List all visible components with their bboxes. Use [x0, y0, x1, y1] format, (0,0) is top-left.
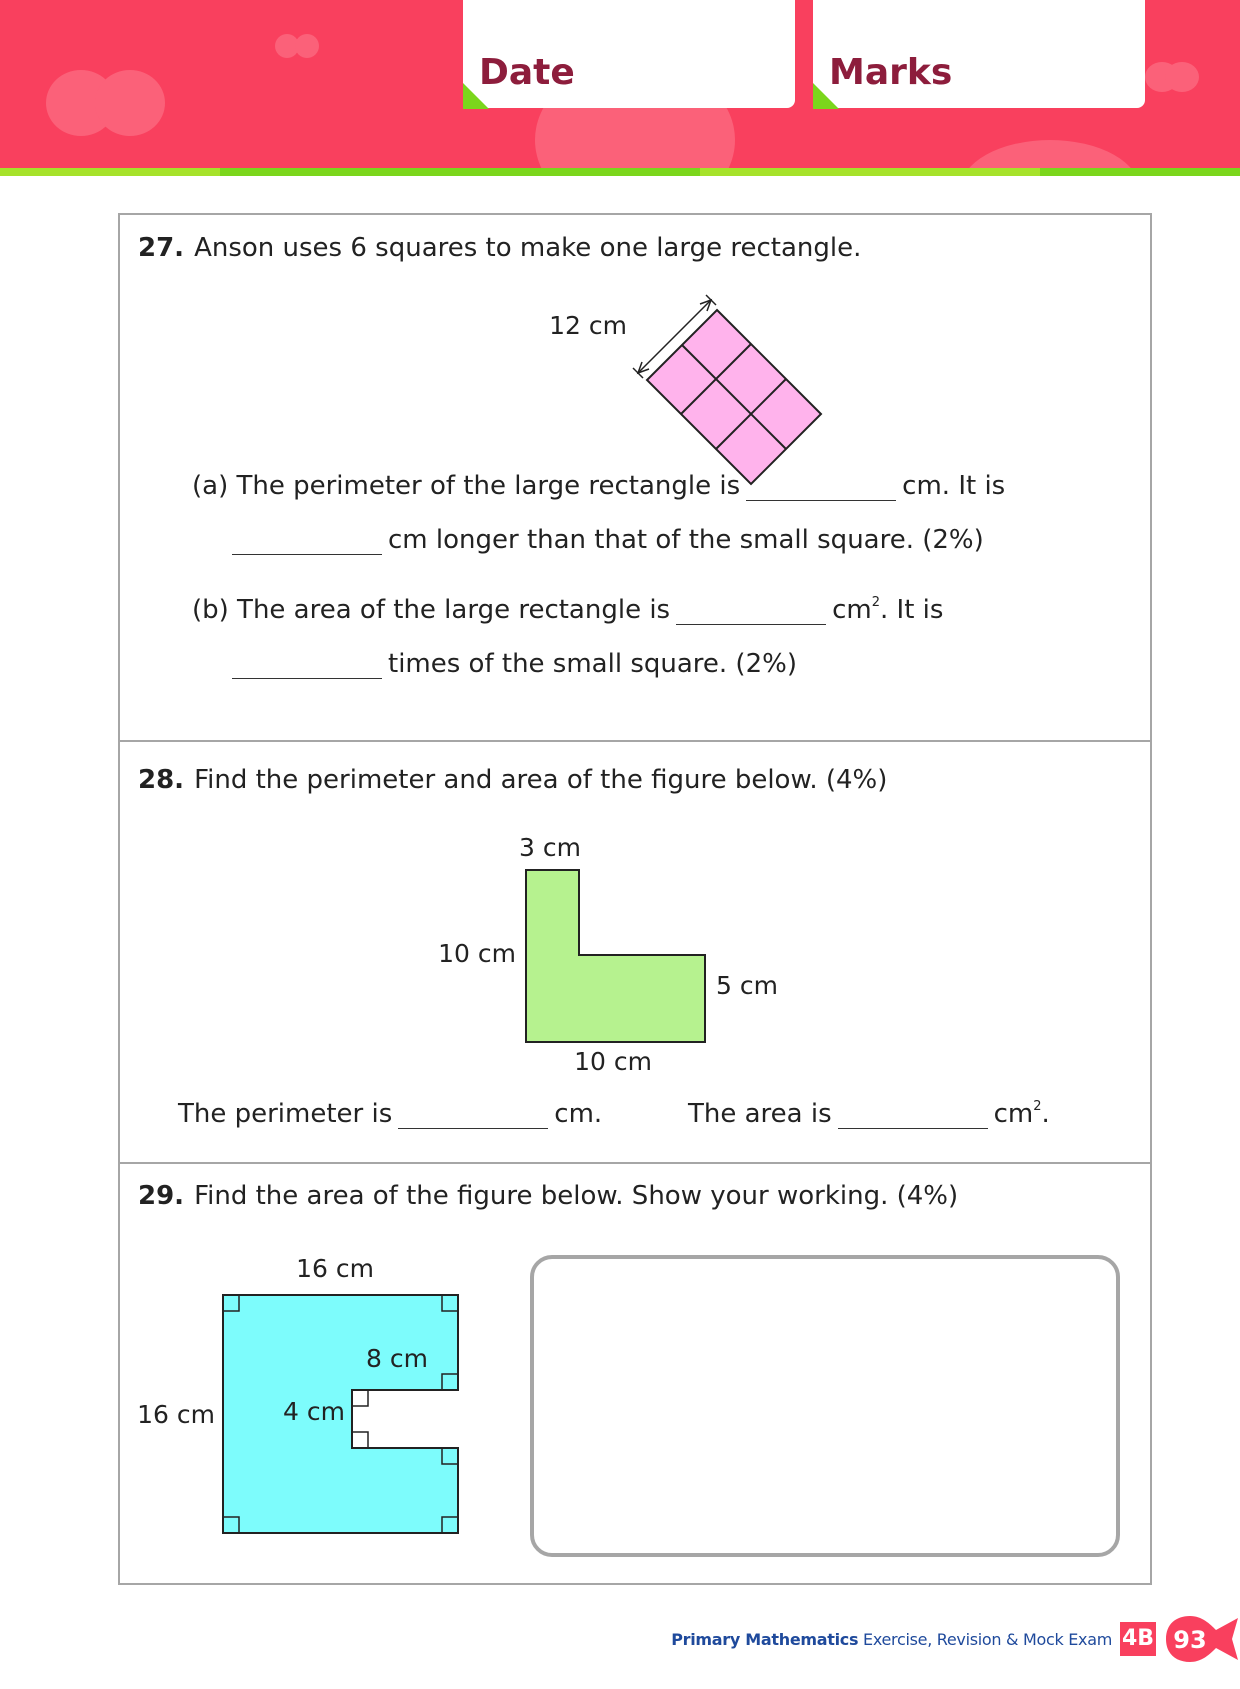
q27b-line1: [192, 595, 943, 625]
q29-prompt: [138, 1181, 958, 1211]
q28-prompt: [138, 765, 887, 795]
section-divider: [120, 1162, 1150, 1164]
q28-label-bottom: 10 cm: [574, 1047, 652, 1076]
q27b-times-blank[interactable]: [232, 653, 382, 679]
q29-working-box[interactable]: [530, 1255, 1120, 1557]
q27-number: 27.: [138, 233, 185, 263]
footer-title: [671, 1630, 1112, 1649]
footer-title-rest: Exercise, Revision & Mock Exam: [863, 1630, 1112, 1649]
header-blob: [295, 34, 319, 58]
q27a-line1: [192, 471, 1005, 501]
q28-label-right: 5 cm: [716, 971, 778, 1000]
marks-label: Marks: [829, 52, 953, 93]
q28-label-left: 10 cm: [438, 939, 516, 968]
q27a-line2: [232, 525, 984, 555]
section-divider: [120, 740, 1150, 742]
q28-area-line: [688, 1099, 1050, 1129]
q28-perimeter-line: [178, 1099, 602, 1129]
q28-number: 28.: [138, 765, 185, 795]
q27-large-rectangle: [647, 310, 821, 484]
date-label: Date: [479, 52, 575, 93]
q28-area-blank[interactable]: [838, 1103, 988, 1129]
q27b-answer-blank[interactable]: [676, 599, 826, 625]
q27b-exponent: 2: [871, 595, 881, 610]
q27b-text-post: . It is: [880, 595, 944, 625]
q27b-text-2: times of the small square. (2%): [388, 649, 797, 679]
q27a-text-2: cm longer than that of the small square. (2%): [388, 525, 984, 555]
q27-prompt: [138, 233, 861, 263]
q28-perimeter-blank[interactable]: [398, 1103, 548, 1129]
q28-area-text: The area is: [688, 1099, 832, 1129]
q28-perimeter-unit: cm.: [554, 1099, 603, 1129]
q28-label-top: 3 cm: [519, 833, 581, 862]
q28-l-shape-figure: [420, 820, 820, 1080]
page-number-badge: [1160, 1614, 1240, 1664]
q29-label-left: 16 cm: [137, 1400, 215, 1429]
header-blob: [1165, 62, 1199, 92]
q28-area-exponent: 2: [1033, 1099, 1042, 1114]
header-stripe-accent: [1040, 168, 1240, 176]
q27-text: Anson uses 6 squares to make one large rectangle.: [194, 233, 862, 263]
q27a-unit: cm. It is: [902, 471, 1006, 501]
q27a-answer-blank[interactable]: [746, 475, 896, 501]
q29-label-notch-height: 4 cm: [283, 1397, 345, 1426]
page-header: [0, 0, 1240, 176]
q27a-difference-blank[interactable]: [232, 529, 382, 555]
q29-text: Find the area of the figure below. Show your working. (4%): [194, 1181, 959, 1211]
q28-text: Find the perimeter and area of the figure below. (4%): [194, 765, 888, 795]
q29-label-notch-width: 8 cm: [366, 1344, 428, 1373]
date-field[interactable]: [463, 0, 795, 108]
q28-l-shape: [526, 870, 705, 1042]
q27-rectangle-figure: [510, 290, 830, 490]
grade-badge: 4B: [1120, 1622, 1156, 1656]
questions-box: [118, 213, 1152, 1585]
q28-perimeter-text: The perimeter is: [178, 1099, 393, 1129]
page-number: 93: [1173, 1626, 1207, 1654]
header-blob: [95, 70, 165, 136]
q29-number: 29.: [138, 1181, 185, 1211]
q29-c-shape-figure: [130, 1235, 490, 1545]
q28-area-unit: cm: [993, 1099, 1034, 1129]
q27a-text: (a) The perimeter of the large rectangle is: [192, 471, 741, 501]
q27b-text: (b) The area of the large rectangle is: [192, 595, 671, 625]
q27b-unit: cm: [832, 595, 872, 625]
q29-label-top: 16 cm: [296, 1254, 374, 1283]
header-stripe-accent: [220, 168, 700, 176]
q27-figure-label: 12 cm: [549, 311, 627, 340]
q27b-line2: [232, 649, 797, 679]
footer-title-bold: Primary Mathematics: [671, 1630, 859, 1649]
marks-field[interactable]: [813, 0, 1145, 108]
q28-area-period: .: [1041, 1099, 1050, 1129]
